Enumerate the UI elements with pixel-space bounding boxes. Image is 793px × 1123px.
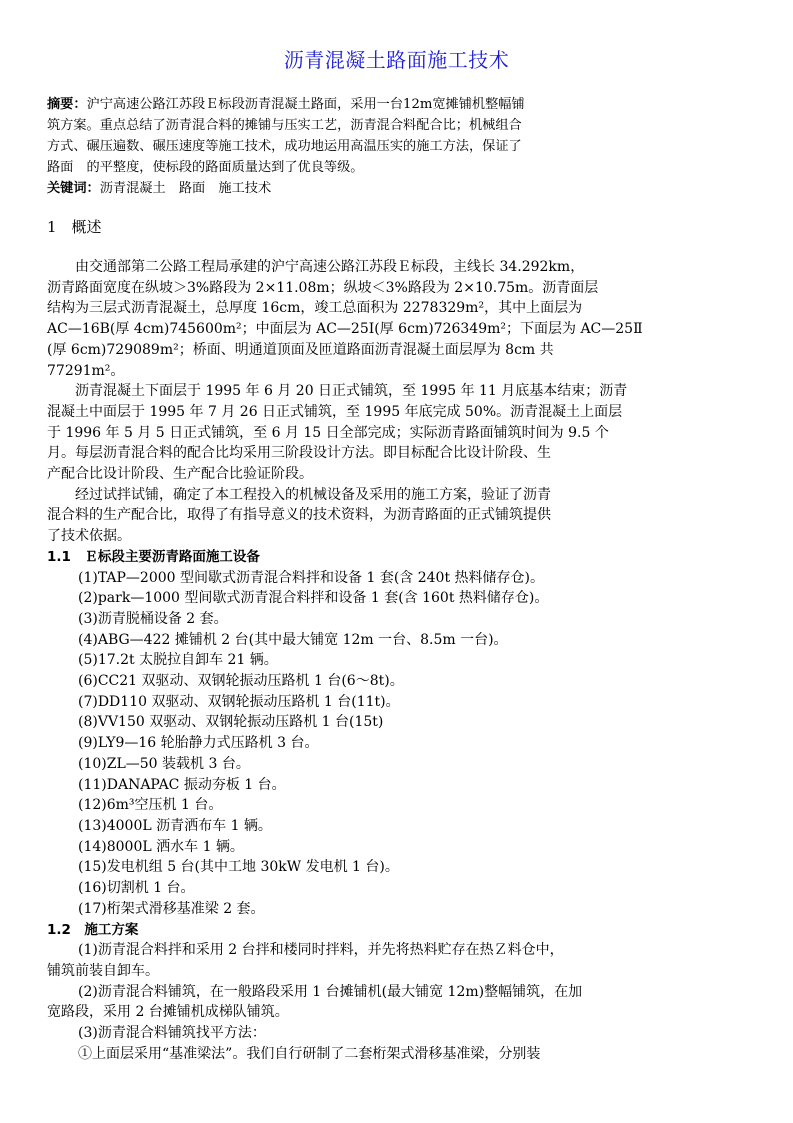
equipment-item: (8)VV150 双驱动、双钢轮振动压路机 1 台(15t) xyxy=(78,714,384,731)
paragraph-line: (1)沥青混合料拌和采用 2 台拌和楼同时拌料，并先将热料贮存在热Ｚ料仓中， xyxy=(78,942,564,959)
paragraph-line: 宽路段，采用 2 台摊铺机成梯队铺筑。 xyxy=(47,1004,289,1021)
equipment-item: (13)4000L 沥青洒布车 1 辆。 xyxy=(78,817,272,834)
section-heading-plan: 1.2 施工方案 xyxy=(47,921,139,938)
paragraph-line: 了技术依据。 xyxy=(47,528,131,545)
paragraph-line: 77291m²。 xyxy=(47,362,125,379)
paragraph-line: AC—16B(厚 4cm)745600m²；中面层为 AC—25Ⅰ(厚 6cm)726349m²；下面层为 AC—25Ⅱ xyxy=(47,321,643,338)
paragraph-line: 结构为三层式沥青混凝土，总厚度 16cm，竣工总面积为 2278329m²，其中上面层为 xyxy=(47,300,583,317)
paragraph-line: 于 1996 年 5 月 5 日正式铺筑，至 6 月 15 日全部完成；实际沥青路面铺筑时间为 9.5 个 xyxy=(47,424,609,441)
paragraph-line: 混合料的生产配合比，取得了有指导意义的技术资料，为沥青路面的正式铺筑提供 xyxy=(47,507,551,524)
paragraph-line: 产配合比设计阶段、生产配合比验证阶段。 xyxy=(47,466,313,483)
equipment-item: (10)ZL—50 装载机 3 台。 xyxy=(78,755,250,772)
paragraph-line: (厚 6cm)729089m²；桥面、明通道顶面及匝道路面沥青混凝土面层厚为 8cm 共 xyxy=(47,341,554,358)
document-title: 沥青混凝土路面施工技术 xyxy=(283,48,510,72)
keywords-text: 沥青混凝土 路面 施工技术 xyxy=(99,181,272,196)
equipment-item: (3)沥青脱桶设备 2 套。 xyxy=(78,610,228,627)
equipment-item: (9)LY9—16 轮胎静力式压路机 3 台。 xyxy=(78,735,319,752)
equipment-item: (7)DD110 双驱动、双钢轮振动压路机 1 台(11t)。 xyxy=(78,693,400,710)
equipment-item: (2)park—1000 型间歇式沥青混合料拌和设备 1 套(含 160t 热料储存仓)。 xyxy=(78,590,549,607)
equipment-item: (6)CC21 双驱动、双钢轮振动压路机 1 台(6～8t)。 xyxy=(78,673,404,690)
paragraph-line: 经过试拌试铺，确定了本工程投入的机械设备及采用的施工方案，验证了沥青 xyxy=(75,486,551,503)
paragraph-line: 沥青路面宽度在纵坡＞3%路段为 2×11.08m；纵坡＜3%路段为 2×10.75m。沥青面层 xyxy=(47,279,599,296)
keywords-label: 关键词： xyxy=(47,181,100,196)
abstract-label: 摘要： xyxy=(47,97,87,112)
equipment-item: (16)切割机 1 台。 xyxy=(78,880,195,897)
equipment-item: (17)桁架式滑移基准梁 2 套。 xyxy=(78,900,265,917)
equipment-item: (11)DANAPAC 振动夯板 1 台。 xyxy=(78,776,286,793)
abstract-line: 路面 的平整度，使标段的路面质量达到了优良等级。 xyxy=(47,160,364,175)
paragraph-line: 沥青混凝土下面层于 1995 年 6 月 20 日正式铺筑，至 1995 年 11 月底基本结束；沥青 xyxy=(75,383,628,400)
section-heading-overview: 1 概述 xyxy=(47,218,102,236)
equipment-item: (15)发电机组 5 台(其中工地 30kW 发电机 1 台)。 xyxy=(78,859,399,876)
abstract-block xyxy=(47,94,647,199)
section-heading-equipment: 1.1 Ｅ标段主要沥青路面施工设备 xyxy=(47,548,260,565)
paragraph-line: 铺筑前装自卸车。 xyxy=(47,962,159,979)
abstract-line: 筑方案。重点总结了沥青混合料的摊铺与压实工艺，沥青混合料配合比；机械组合 xyxy=(47,118,522,133)
equipment-item: (1)TAP—2000 型间歇式沥青混合料拌和设备 1 套(含 240t 热料储存仓)。 xyxy=(78,569,544,586)
keywords-line xyxy=(47,178,647,199)
paragraph-line: (3)沥青混合料铺筑找平方法： xyxy=(78,1025,266,1042)
paragraph-line: 月。每层沥青混合料的配合比均采用三阶段设计方法。即目标配合比设计阶段、生 xyxy=(47,445,551,462)
body-text xyxy=(47,257,667,1064)
abstract-line xyxy=(47,94,647,115)
equipment-item: (12)6m³空压机 1 台。 xyxy=(78,797,223,814)
equipment-item: (5)17.2t 太脱拉自卸车 21 辆。 xyxy=(78,652,278,669)
abstract-line: 方式、碾压遍数、碾压速度等施工技术，成功地运用高温压实的施工方法，保证了 xyxy=(47,139,522,154)
paragraph-line: 混凝土中面层于 1995 年 7 月 26 日正式铺筑，至 1995 年底完成 50%。沥青混凝土上面层 xyxy=(47,403,623,420)
equipment-item: (4)ABG—422 摊铺机 2 台(其中最大铺宽 12m 一台、8.5m 一台)。 xyxy=(78,631,508,648)
abstract-text: 沪宁高速公路江苏段Ｅ标段沥青混凝土路面，采用一台12m宽摊铺机整幅铺 xyxy=(86,97,525,112)
equipment-item: (14)8000L 洒水车 1 辆。 xyxy=(78,838,244,855)
paragraph-line: (2)沥青混合料铺筑，在一般路段采用 1 台摊铺机(最大铺宽 12m)整幅铺筑，在加 xyxy=(78,983,583,1000)
paragraph-line: 由交通部第二公路工程局承建的沪宁高速公路江苏段Ｅ标段，主线长 34.292km， xyxy=(75,259,585,275)
paragraph-line: ①上面层采用“基准梁法”。我们自行研制了二套桁架式滑移基准梁，分别装 xyxy=(78,1045,541,1062)
